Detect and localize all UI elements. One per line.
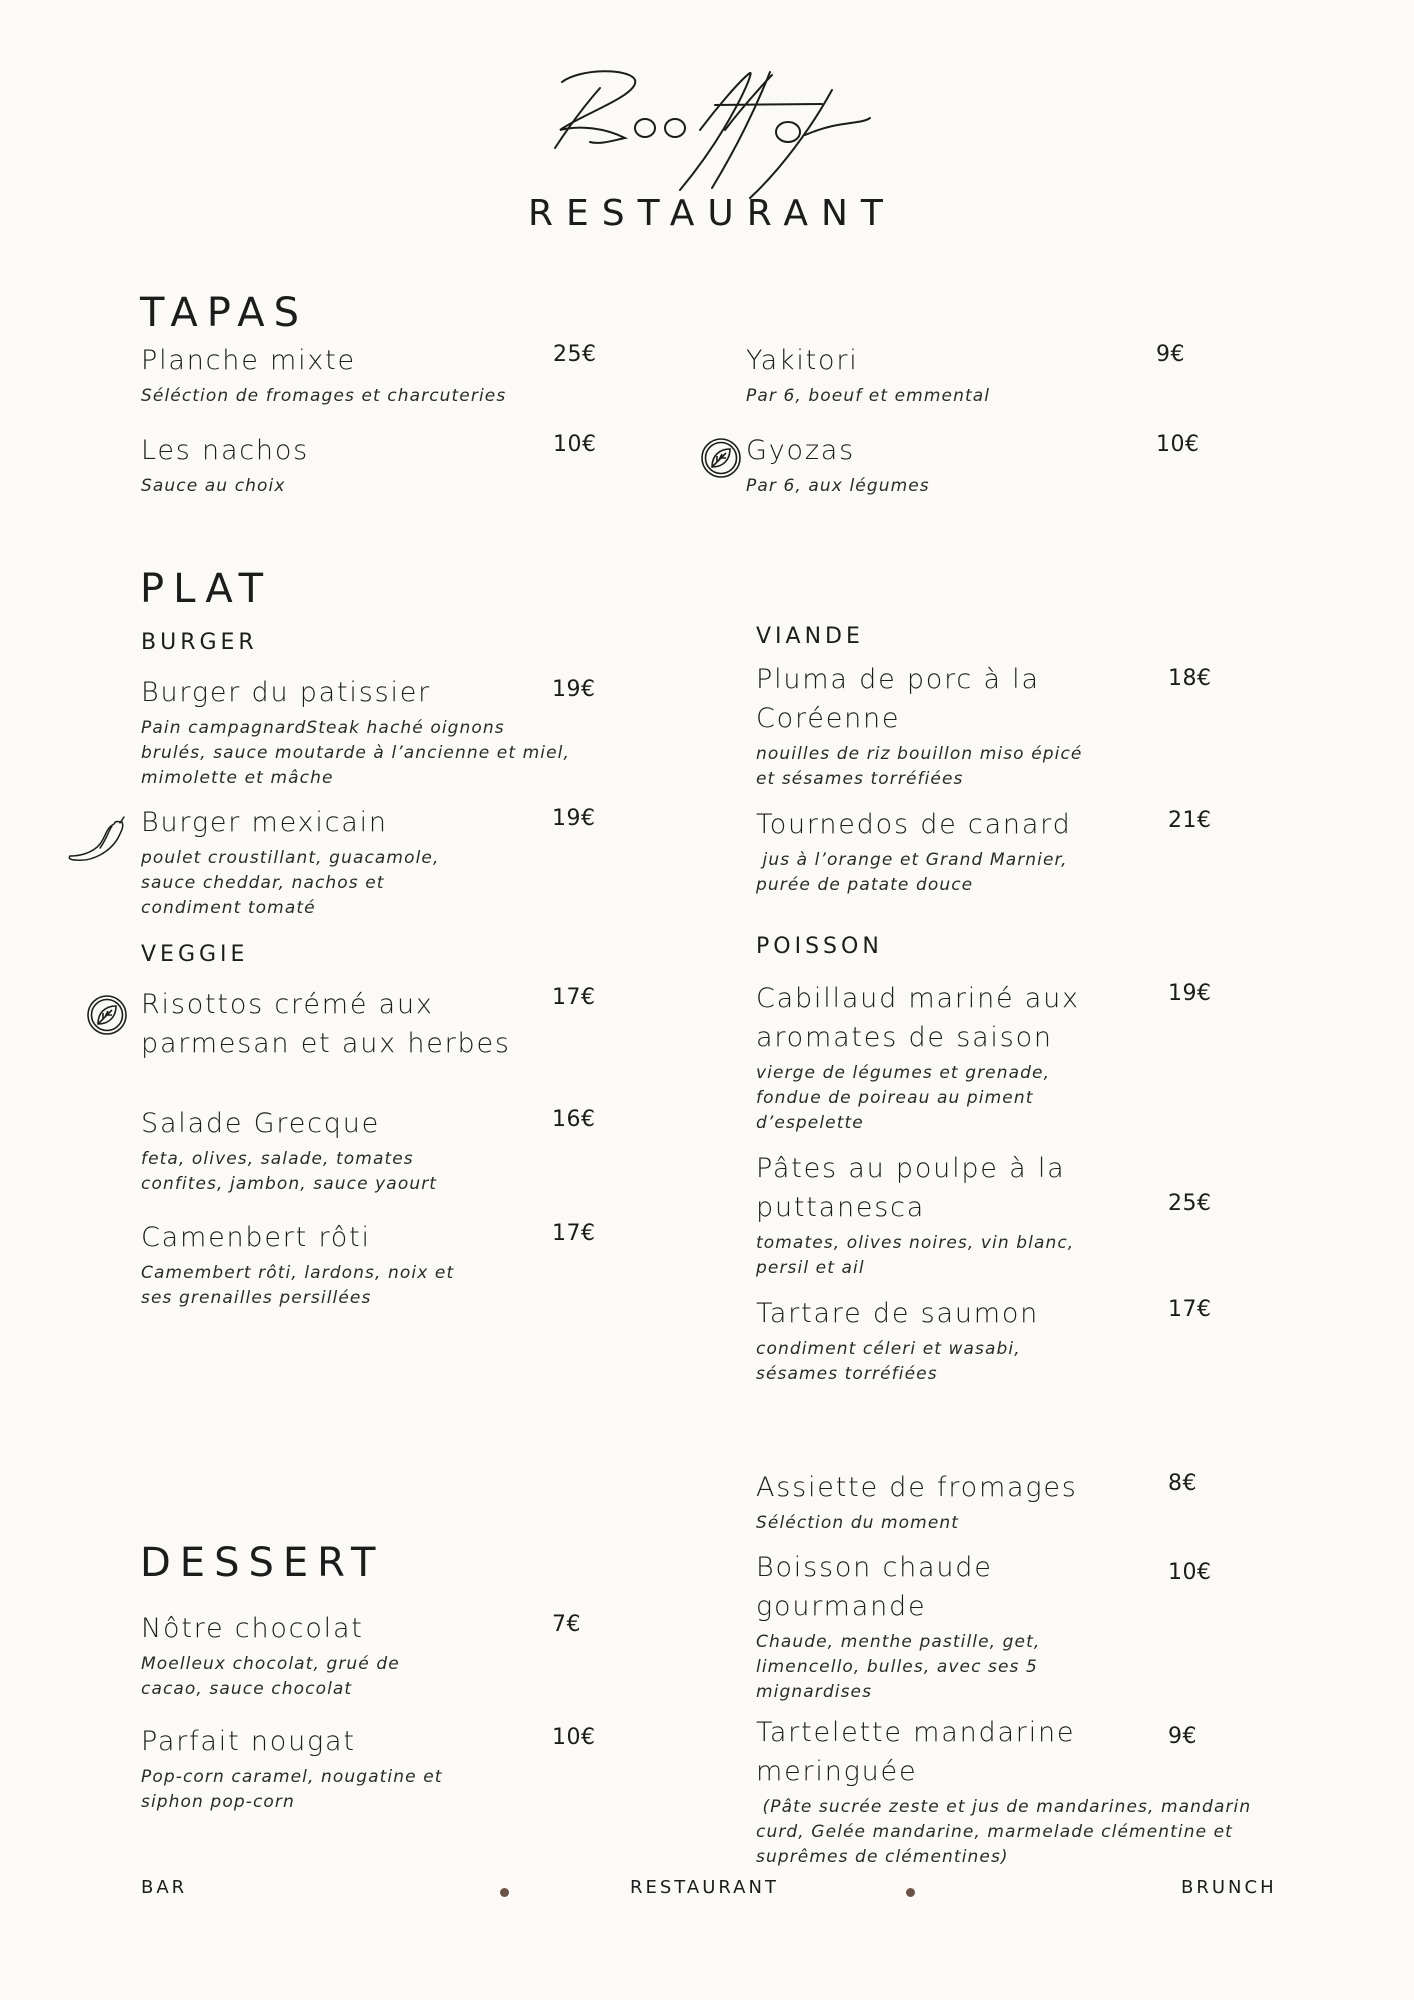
footer-link-brunch[interactable]: BRUNCH	[1181, 1877, 1277, 1898]
desc-line: Chaude, menthe pastille, get,	[756, 1632, 1041, 1652]
desc-line: Camembert rôti, lardons, noix et	[141, 1263, 455, 1283]
desc-line: curd, Gelée mandarine, marmelade clémentine et	[756, 1822, 1233, 1842]
item-name-line: Tartelette mandarine	[756, 1717, 1076, 1748]
desc-line: fondue de poireau au piment	[756, 1088, 1034, 1108]
item-name-line: Coréenne	[756, 703, 901, 734]
item-name-line: puttanesca	[756, 1192, 926, 1223]
footer-separator-dot	[500, 1888, 509, 1897]
item-name-line: meringuée	[756, 1756, 918, 1787]
item-description	[756, 1337, 1039, 1387]
section-title-tapas: TAPAS	[140, 290, 309, 336]
logo-script-rooftop	[540, 70, 880, 200]
menu-item-planche-mixte	[141, 341, 506, 409]
item-description	[141, 1765, 443, 1815]
item-name-line: Boisson chaude	[756, 1552, 993, 1583]
item-price: 19€	[1168, 981, 1212, 1006]
desc-line: d’espelette	[756, 1113, 864, 1133]
item-price: 17€	[552, 985, 596, 1010]
item-name: Parfait nougat	[141, 1726, 356, 1757]
desc-line: poulet croustillant, guacamole,	[141, 848, 440, 868]
item-name-line: aromates de saison	[756, 1022, 1053, 1053]
subsection-title-burger: BURGER	[141, 630, 258, 655]
desc-line: sésames torréfiées	[756, 1364, 938, 1384]
desc-line: ses grenailles persillées	[141, 1288, 372, 1308]
item-price: 19€	[552, 677, 596, 702]
item-name: Les nachos	[141, 435, 310, 466]
desc-line: mimolette et mâche	[141, 768, 334, 788]
item-description	[141, 1147, 437, 1197]
menu-item-parfait-nougat	[141, 1722, 443, 1815]
item-name-line: Cabillaud mariné aux	[756, 983, 1080, 1014]
desc-line: siphon pop-corn	[141, 1792, 295, 1812]
item-name: Gyozas	[746, 435, 856, 466]
desc-line: nouilles de riz bouillon miso épicé	[756, 744, 1083, 764]
item-price: 21€	[1168, 808, 1212, 833]
item-description	[756, 742, 1082, 792]
desc-line: confites, jambon, sauce yaourt	[141, 1174, 438, 1194]
item-name: Planche mixte	[141, 345, 356, 376]
item-name: Camenbert rôti	[141, 1222, 371, 1253]
item-price: 10€	[1156, 432, 1200, 457]
item-name-line: Pâtes au poulpe à la	[756, 1153, 1066, 1184]
item-description	[141, 716, 570, 791]
item-price: 25€	[553, 342, 597, 367]
menu-item-pluma-de-porc	[756, 660, 1082, 792]
menu-item-burger-du-patissier	[141, 673, 570, 791]
item-description: Séléction du moment	[756, 1513, 960, 1533]
item-price: 10€	[1168, 1560, 1212, 1585]
desc-line: condiment tomaté	[141, 898, 316, 918]
item-price: 10€	[552, 1725, 596, 1750]
desc-line: brulés, sauce moutarde à l’ancienne et miel,	[141, 743, 570, 763]
desc-line: suprêmes de clémentines)	[756, 1847, 1009, 1867]
footer-link-bar[interactable]: BAR	[141, 1877, 188, 1898]
menu-item-tartare-de-saumon	[756, 1294, 1039, 1387]
desc-line: persil et ail	[756, 1258, 865, 1278]
menu-item-pates-au-poulpe	[756, 1149, 1074, 1281]
item-price: 9€	[1168, 1724, 1197, 1749]
item-name-line: gourmande	[756, 1591, 927, 1622]
item-description	[756, 1061, 1080, 1136]
section-title-dessert: DESSERT	[140, 1540, 385, 1586]
item-name-line: Pluma de porc à la	[756, 664, 1040, 695]
item-price: 17€	[1168, 1297, 1212, 1322]
menu-item-les-nachos	[141, 431, 309, 499]
menu-item-notre-chocolat	[141, 1609, 400, 1702]
subsection-title-veggie: VEGGIE	[141, 942, 249, 967]
menu-item-burger-mexicain	[141, 803, 439, 921]
logo-subtitle: RESTAURANT	[528, 193, 896, 234]
menu-item-camenbert-roti	[141, 1218, 454, 1311]
desc-line: Pop-corn caramel, nougatine et	[141, 1767, 443, 1787]
desc-line: et sésames torréfiées	[756, 769, 964, 789]
menu-item-boisson-chaude-gourmande	[756, 1548, 1040, 1705]
item-description	[756, 1630, 1040, 1705]
menu-item-cabillaud	[756, 979, 1080, 1136]
item-description	[756, 1231, 1074, 1281]
subsection-title-viande: VIANDE	[756, 624, 864, 649]
desc-line: mignardises	[756, 1682, 873, 1702]
subsection-title-poisson: POISSON	[756, 934, 883, 959]
item-name: Salade Grecque	[141, 1108, 381, 1139]
item-price: 10€	[553, 432, 597, 457]
menu-item-gyozas	[746, 431, 930, 499]
item-price: 8€	[1168, 1471, 1197, 1496]
item-description: Par 6, aux légumes	[746, 476, 930, 496]
item-price: 25€	[1168, 1191, 1212, 1216]
vegetarian-leaf-icon	[700, 437, 742, 479]
desc-line: tomates, olives noires, vin blanc,	[756, 1233, 1075, 1253]
desc-line: condiment céleri et wasabi,	[756, 1339, 1021, 1359]
chili-pepper-icon	[66, 816, 130, 864]
item-price: 18€	[1168, 666, 1212, 691]
desc-line: limencello, bulles, avec ses 5	[756, 1657, 1038, 1677]
item-name: Nôtre chocolat	[141, 1613, 364, 1644]
vegetarian-leaf-icon	[86, 994, 128, 1036]
item-name: Burger du patissier	[141, 677, 432, 708]
item-price: 7€	[552, 1612, 581, 1637]
item-name-line: parmesan et aux herbes	[141, 1028, 511, 1059]
desc-line: jus à l’orange et Grand Marnier,	[756, 850, 1068, 870]
item-price: 19€	[552, 806, 596, 831]
item-description	[141, 846, 439, 921]
menu-item-tournedos-de-canard	[756, 805, 1072, 898]
footer-separator-dot	[906, 1888, 915, 1897]
desc-line: feta, olives, salade, tomates	[141, 1149, 414, 1169]
item-description	[141, 1261, 454, 1311]
item-name-line: Risottos crémé aux	[141, 989, 434, 1020]
menu-item-assiette-de-fromages	[756, 1468, 1078, 1536]
desc-line: vierge de légumes et grenade,	[756, 1063, 1051, 1083]
section-title-plat: PLAT	[140, 566, 273, 612]
desc-line: Pain campagnardSteak haché oignons	[141, 718, 505, 738]
item-name: Tournedos de canard	[756, 809, 1072, 840]
menu-item-risottos	[141, 985, 511, 1063]
item-price: 9€	[1156, 342, 1185, 367]
item-name: Burger mexicain	[141, 807, 388, 838]
menu-item-salade-grecque	[141, 1104, 437, 1197]
menu-item-yakitori	[746, 341, 990, 409]
desc-line: Moelleux chocolat, grué de	[141, 1654, 400, 1674]
item-name: Assiette de fromages	[756, 1472, 1078, 1503]
item-price: 17€	[552, 1221, 596, 1246]
desc-line: sauce cheddar, nachos et	[141, 873, 385, 893]
item-price: 16€	[552, 1107, 596, 1132]
item-description	[141, 1652, 400, 1702]
desc-line: purée de patate douce	[756, 875, 974, 895]
item-description: Séléction de fromages et charcuteries	[141, 386, 507, 406]
item-name: Tartare de saumon	[756, 1298, 1040, 1329]
item-description	[756, 1795, 1251, 1870]
desc-line: cacao, sauce chocolat	[141, 1679, 353, 1699]
item-description: Sauce au choix	[141, 476, 286, 496]
footer-link-restaurant[interactable]: RESTAURANT	[630, 1877, 779, 1898]
item-description	[756, 848, 1072, 898]
item-name: Yakitori	[746, 345, 859, 376]
desc-line: (Pâte sucrée zeste et jus de mandarines, mandarin	[756, 1797, 1252, 1817]
item-description: Par 6, boeuf et emmental	[746, 386, 991, 406]
